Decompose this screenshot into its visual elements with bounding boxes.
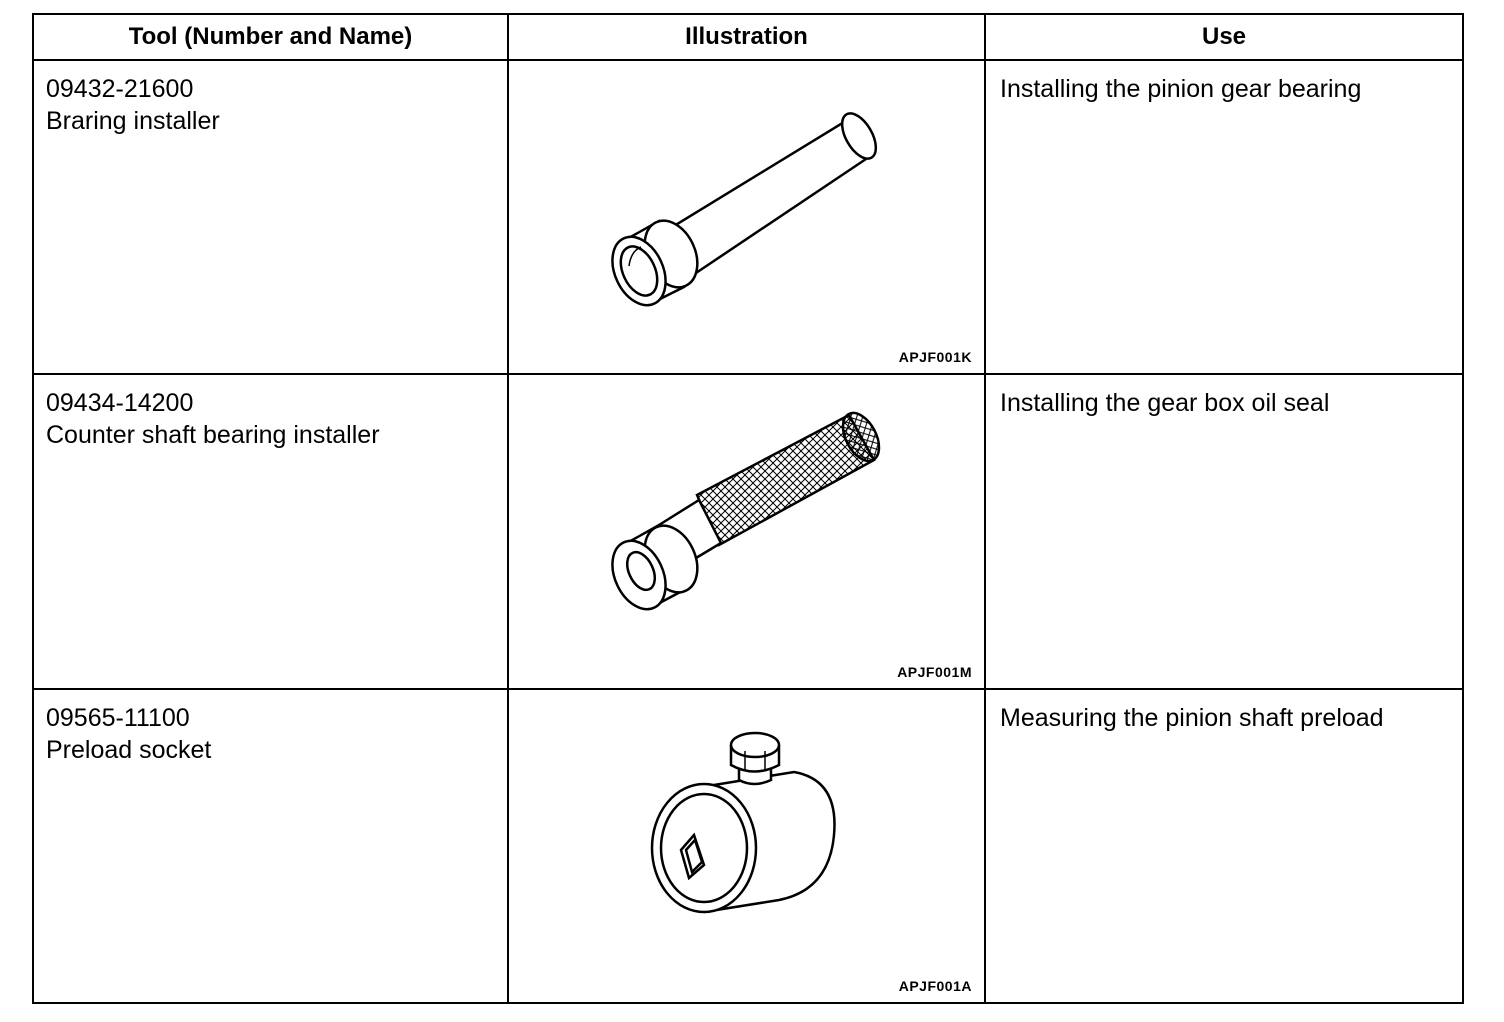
tool-name: Preload socket — [46, 735, 212, 764]
tool-number: 09565-11100 — [46, 703, 190, 732]
tool-number: 09432-21600 — [46, 75, 194, 103]
table-row — [33, 374, 1463, 688]
tool-name: Counter shaft bearing installer — [46, 421, 380, 450]
bearing-installer-drawing-icon — [509, 61, 986, 375]
header-tool: Tool (Number and Name) — [33, 14, 508, 60]
tool-cell — [33, 374, 508, 688]
illustration-cell — [508, 60, 985, 374]
use-cell — [985, 60, 1463, 374]
table-row — [33, 60, 1463, 374]
header-use: Use — [985, 14, 1463, 60]
header-row — [33, 14, 1463, 60]
use-text: Installing the gear box oil seal — [1000, 389, 1330, 418]
use-text: Installing the pinion gear bearing — [1000, 75, 1362, 103]
tool-number: 09434-14200 — [46, 389, 194, 418]
figure-code: APJF001K — [898, 349, 972, 366]
figure-code: APJF001M — [897, 663, 972, 680]
special-tools-table — [32, 13, 1464, 1004]
use-cell — [985, 374, 1463, 688]
table-row — [33, 689, 1463, 1003]
illustration-cell — [508, 374, 985, 688]
preload-socket-drawing-icon — [509, 690, 986, 1004]
use-text: Measuring the pinion shaft preload — [1000, 703, 1384, 732]
figure-code: APJF001A — [898, 978, 972, 994]
illustration-cell — [508, 689, 985, 1003]
tool-name: Braring installer — [46, 107, 220, 135]
tool-cell — [33, 689, 508, 1003]
tool-cell — [33, 60, 508, 374]
counter-shaft-installer-drawing-icon — [509, 375, 986, 689]
header-illustration: Illustration — [508, 14, 985, 60]
use-cell — [985, 689, 1463, 1003]
